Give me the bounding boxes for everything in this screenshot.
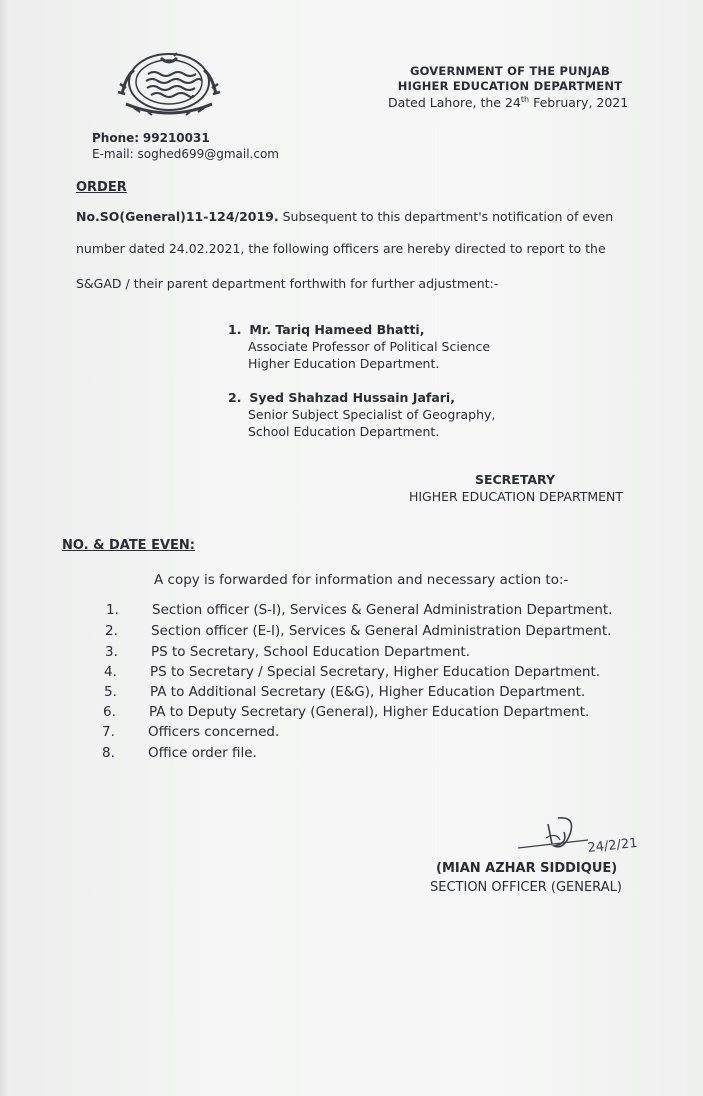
officer-designation: Senior Subject Specialist of Geography, — [248, 407, 496, 422]
phone-number: 99210031 — [142, 131, 210, 145]
copy-intro: A copy is forwarded for information and necessary action to:- — [154, 572, 569, 588]
copy-heading: NO. & DATE EVEN: — [62, 538, 195, 553]
email-address: soghed699@gmail.com — [137, 147, 279, 161]
officer-department: Higher Education Department. — [248, 356, 440, 371]
page-edge-shadow — [0, 0, 10, 1096]
officer-item: 1. Mr. Tariq Hameed Bhatti, Associate Professor of Political Science Higher Education Department. — [228, 322, 491, 371]
email-label: E-mail: — [92, 147, 134, 161]
order-paragraph-line-1: No.SO(General)11-124/2019. Subsequent to this department's notification of even — [76, 209, 614, 224]
order-heading: ORDER — [76, 180, 127, 195]
officer-department: School Education Department. — [248, 424, 440, 439]
signatory-title: SECTION OFFICER (GENERAL) — [430, 880, 622, 895]
officer-item: 2. Syed Shahzad Hussain Jafari, Senior Subject Specialist of Geography, School Education Department. — [228, 390, 496, 439]
email-line — [92, 147, 279, 161]
officer-name: Mr. Tariq Hameed Bhatti, — [249, 322, 425, 337]
secretary-department: HIGHER EDUCATION DEPARTMENT — [408, 489, 624, 504]
order-paragraph-line-2: number dated 24.02.2021, the following officers are hereby directed to report to the — [76, 241, 606, 256]
secretary-title: SECRETARY — [474, 472, 556, 487]
document-page: GOVERNMENT OF THE PUNJAB HIGHER EDUCATION DEPARTMENT Dated Lahore, the 24th February, 2021 Phone: 99210031 E-mail: soghed699@gmail.com ORDER No.SO(General)11-124/2019. Subsequent to this department's notification of even number dated 24.02.2021, the following officers are hereby directed to report to the S&GAD / their parent department forthwith for further adjustment:- 1. Mr. Tariq Hameed Bhatti, Associate Professor of Political Science Higher Education Department. 2. Syed Shahzad Hussain Jafari, Senior Subject Specialist of Geography, School Education Department. SECRETARY HIGHER EDUCATION DEPARTMENT NO. & DATE EVEN: A copy is forwarded for information and necessary action to:- 1. Section officer (S-I), Services & General Administration Department. 2. Section officer (E-I), Services & General Administration Department. 3. PS to Secretary, School Education Department. 4. PS to Secretary / Special Secretary, Higher Education Department. 5. PA to Additional Secretary (E&G), Higher Education Department. 6. PA to Deputy Secretary (General), Higher Education Department. 7. Officers concerned. 8. Office order file. 24/2/21 (MIAN AZHAR SIDDIQUE) SECTION OFFICER (GENERAL) — [0, 0, 703, 1096]
officer-name: Syed Shahzad Hussain Jafari, — [249, 390, 455, 405]
handwritten-date: 24/2/21 — [586, 835, 639, 856]
dated-line: Dated Lahore, the 24th February, 2021 — [388, 95, 629, 111]
signatory-name: (MIAN AZHAR SIDDIQUE) — [436, 861, 618, 876]
punjab-emblem-icon — [112, 44, 226, 116]
officer-designation: Associate Professor of Political Science — [248, 339, 491, 354]
order-paragraph-line-3: S&GAD / their parent department forthwith for further adjustment:- — [76, 276, 499, 291]
order-number: No.SO(General)11-124/2019. — [76, 209, 279, 224]
phone-label: Phone: — [92, 131, 140, 145]
phone-line — [92, 131, 210, 145]
header-government: GOVERNMENT OF THE PUNJAB — [409, 64, 610, 78]
header-department: HIGHER EDUCATION DEPARTMENT — [397, 79, 623, 93]
